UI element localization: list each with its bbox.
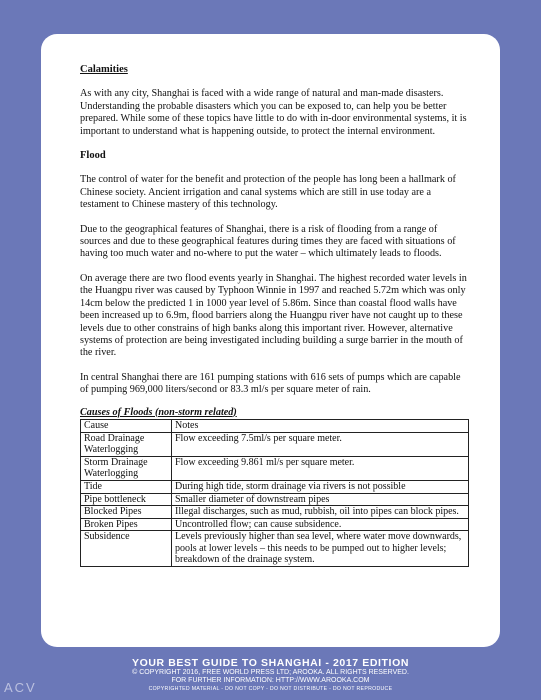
cause-cell: Tide: [81, 480, 172, 493]
table-row: [81, 506, 469, 519]
table-row: [81, 456, 469, 480]
causes-table: [80, 419, 469, 567]
cause-cell: Subsidence: [81, 531, 172, 567]
watermark: ACV: [4, 680, 37, 695]
page-footer: [0, 657, 541, 692]
flood-paragraph-4: In central Shanghai there are 161 pumping stations with 616 sets of pumps which are capable of pumping 969,000 liters/second or 83.3 ml/s per square meter of rain.: [80, 371, 461, 396]
column-header-notes: Notes: [172, 419, 469, 432]
footer-copyright: © COPYRIGHT 2016, FREE WORLD PRESS LTD; AROOKA. ALL RIGHTS RESERVED.: [132, 669, 409, 676]
flood-paragraph-1: The control of water for the benefit and protection of the people has long been a hallmark of Chinese society. Ancient irrigation and canal systems which are still in use today are a testament to Chinese mastery of this technology.: [80, 174, 456, 211]
cause-cell: Pipe bottleneck: [81, 493, 172, 506]
document-body: [80, 64, 470, 567]
table-row: [81, 432, 469, 456]
calamities-paragraph: As with any city, Shanghai is faced with a wide range of natural and man-made disasters. Understanding the probable disasters which you can be exposed to, can help you be better prepared. While some of these topics have little to do with in-door environmental systems, it is important to understand what is happening outside, to protect the internal environment.: [80, 88, 467, 137]
notes-cell: During high tide, storm drainage via rivers is not possible: [172, 480, 469, 493]
table-row: [81, 518, 469, 531]
cause-cell: Blocked Pipes: [81, 506, 172, 519]
flood-heading: Flood: [80, 150, 106, 162]
table-row: [81, 493, 469, 506]
notes-cell: Flow exceeding 9.861 ml/s per square meter.: [172, 456, 469, 480]
table-row: [81, 531, 469, 567]
footer-title: YOUR BEST GUIDE TO SHANGHAI - 2017 EDITION: [131, 657, 410, 669]
column-header-cause: Cause: [81, 419, 172, 432]
notes-cell: Flow exceeding 7.5ml/s per square meter.: [172, 432, 469, 456]
notes-cell: Uncontrolled flow; can cause subsidence.: [172, 518, 469, 531]
cause-cell: Road Drainage Waterlogging: [81, 432, 172, 456]
footer-info: FOR FURTHER INFORMATION: HTTP://WWW.AROOKA.COM: [171, 677, 370, 685]
table-header-row: [81, 419, 469, 432]
cause-cell: Broken Pipes: [81, 518, 172, 531]
notes-cell: Levels previously higher than sea level, where water move downwards, pools at lower levels – this needs to be pumped out to higher levels; breakdown of the drainage system.: [172, 531, 469, 567]
notes-cell: Illegal discharges, such as mud, rubbish, oil into pipes can block pipes.: [172, 506, 469, 519]
footer-legal: COPYRIGHTED MATERIAL - DO NOT COPY - DO NOT DISTRIBUTE - DO NOT REPRODUCE: [148, 685, 393, 692]
notes-cell: Smaller diameter of downstream pipes: [172, 493, 469, 506]
flood-paragraph-3: On average there are two flood events yearly in Shanghai. The highest recorded water levels in the Huangpu river was caused by Typhoon Winnie in 1997 and reached 5.72m which was only 14cm below the predicted 1 in 1000 year level of 5.86m. Since than coastal flood walls have been increased up to 6.9m, flood barriers along the Huangpu river have not caught up to these levels due to other constrains of high banks along this important river. However, alternative systems of protection are being investigated including building a surge barrier in the mouth of the river.: [80, 272, 467, 359]
table-row: [81, 480, 469, 493]
cause-cell: Storm Drainage Waterlogging: [81, 456, 172, 480]
flood-paragraph-2: Due to the geographical features of Shanghai, there is a risk of flooding from a range of sources and due to these geographical features during times they are faced with situations of having too much water and no-where to put the water – which ultimately leads to floods.: [80, 223, 456, 260]
calamities-heading: Calamities: [80, 64, 128, 75]
table-caption: Causes of Floods (non-storm related): [80, 406, 237, 418]
